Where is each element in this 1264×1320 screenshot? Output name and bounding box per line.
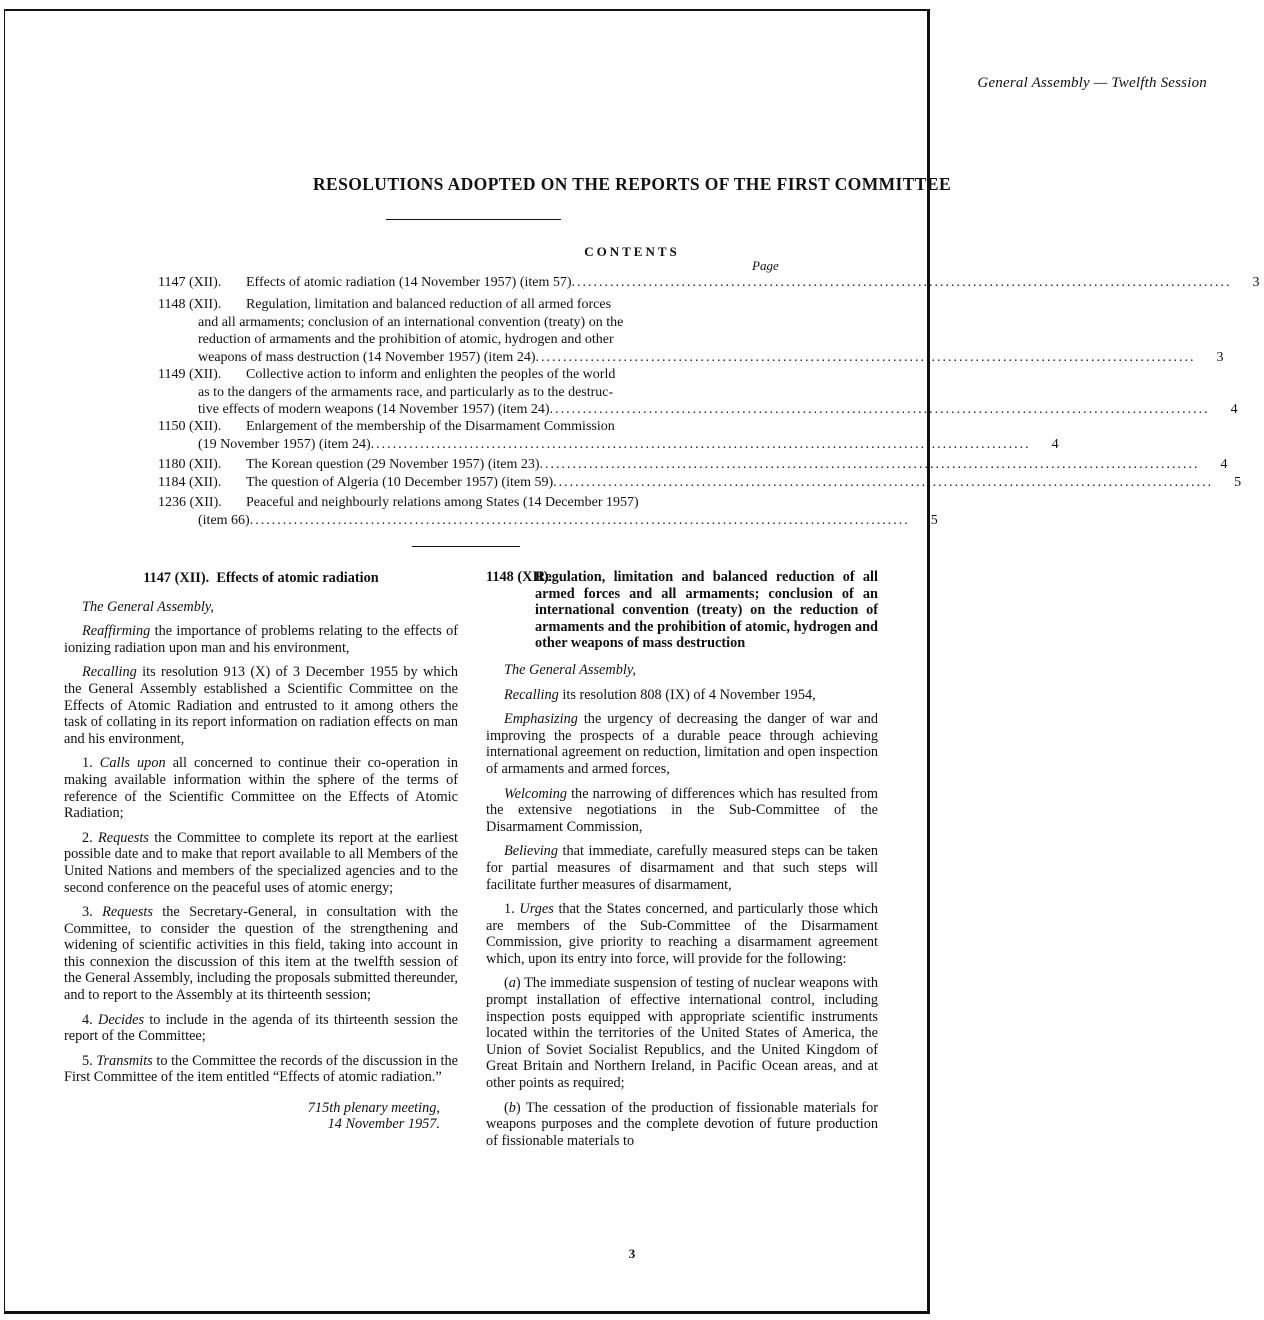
paragraph-text: all concerned to continue their co-operation in making available information within the sphere of the terms of reference of the Scientific Committee on the Effects of Atomic Radiation; (64, 755, 458, 822)
paragraph-text: the Committee to complete its report at the earliest possible date and to make that report available to all Members of the United Nations and members of the specialized agencies and to the second conference on the peaceful uses of atomic energy; (64, 829, 458, 896)
toc-line (158, 436, 1059, 454)
toc-entry-text: Regulation, limitation and balanced reduction of all armed forces (246, 297, 612, 312)
resolution-1148-title (486, 569, 878, 652)
toc-page-number: 4 (1230, 402, 1238, 417)
toc-entry-text: (item 66) (198, 512, 250, 528)
toc-entry-number: 1236 (XII). (158, 495, 222, 510)
resolution-number: 1147 (XII). (143, 570, 210, 586)
operative-keyword: Reaffirming (82, 623, 151, 640)
paragraph-text: the importance of problems relating to the effects of ionizing radiation upon man and his environment, (64, 623, 458, 656)
divider-rule (386, 219, 561, 220)
toc-page-number: 3 (1252, 275, 1260, 290)
toc-entry-text: Effects of atomic radiation (14 November 1957) (item 57) (246, 275, 572, 290)
toc-line (158, 274, 1260, 292)
toc-entry (158, 456, 1228, 474)
paragraph-text: to the Committee the records of the discussion in the First Committee of the item entitled “Effects of atomic radiation.” (64, 1052, 458, 1086)
paragraph-text: ) The immediate suspension of testing of nuclear weapons with prompt installation of effective international control, including inspection posts equipped with appropriate scientific instruments located within the territories of the United States of America, the Union of Soviet Socialist Republics, and the United Kingdom of Great Britain and Northern Ireland, in Pacific Ocean areas, and at other points as required; (486, 975, 878, 1092)
operative-keyword: Decides (98, 1011, 145, 1028)
toc-leader-dots: ........................................................................................................................ (535, 349, 1196, 365)
paragraph-number: 1. (82, 755, 100, 772)
toc-entry-number: 1184 (XII). (158, 475, 222, 490)
toc-line (158, 296, 790, 314)
divider-rule (412, 546, 520, 547)
paragraph-text: the Secretary-General, in consultation with the Committee, to consider the question of the strengthening and widening of scientific activities in this field, taking into account in this connexion the discussion of this item at the twelfth session of the General Assembly, including the proposals submitted thereunder, and to report to the Assembly at its thirteenth session; (64, 904, 459, 1004)
resolution-paragraph (486, 901, 878, 967)
paragraph-number: ( (504, 1099, 509, 1116)
resolution-1147-column (64, 570, 458, 1132)
operative-keyword: Recalling (82, 664, 137, 681)
operative-keyword: a (508, 975, 516, 992)
toc-line (158, 314, 790, 332)
operative-keyword: Transmits (96, 1052, 153, 1069)
toc-entry-text: as to the dangers of the armaments race, and particularly as to the destruc- (198, 384, 614, 400)
resolution-paragraph (64, 1053, 458, 1086)
paragraph-number: ( (504, 975, 509, 992)
resolution-paragraph (64, 830, 458, 896)
toc-line (158, 331, 790, 349)
toc-entry-text: and all armaments; conclusion of an international convention (treaty) on the (198, 314, 624, 330)
resolution-paragraph (64, 904, 458, 1004)
toc-page-number: 5 (1234, 475, 1242, 490)
operative-keyword: Requests (98, 829, 149, 846)
toc-line (158, 366, 790, 384)
toc-line (158, 474, 1242, 492)
paragraph-text: ) The cessation of the production of fissionable materials for weapons purposes and the complete devotion of future production of fissionable materials to (486, 1099, 878, 1149)
resolution-heading: Effects of atomic radiation (216, 570, 379, 586)
paragraph-text: its resolution 808 (IX) of 4 November 1954, (558, 686, 816, 703)
resolution-paragraph (486, 786, 878, 836)
paragraph-text: that immediate, carefully measured steps can be taken for partial measures of disarmament and that such steps will facilitate further measures of disarmament, (486, 843, 878, 893)
toc-entry-number: 1150 (XII). (158, 419, 222, 434)
toc-entry-text: reduction of armaments and the prohibition of atomic, hydrogen and other (198, 332, 614, 347)
toc-entry-text: The question of Algeria (10 December 1957) (item 59) (246, 475, 554, 490)
toc-entry (158, 366, 1238, 419)
toc-line (158, 456, 1228, 474)
resolution-paragraph (486, 843, 878, 893)
resolution-paragraph (64, 623, 458, 656)
paragraph-text: the urgency of decreasing the danger of war and improving the prospects of a durable peace through achieving international agreement on reduction, limitation and open inspection of armaments and armed forces, (486, 711, 878, 777)
resolution-paragraph (486, 711, 878, 777)
resolution-paragraph (64, 664, 458, 747)
resolution-heading: Regulation, limitation and balanced reduction of all armed forces and all armaments; conclusion of an international convention (treaty) on the reduction of armaments and the prohibition of atomic, hydrogen and other weapons of mass destruction (535, 569, 878, 652)
toc-entry (158, 494, 938, 529)
general-assembly-line: The General Assembly, (504, 661, 636, 678)
meeting-date: 14 November 1957. (327, 1116, 440, 1133)
toc-line (158, 349, 1224, 367)
toc-entry-text: (19 November 1957) (item 24) (198, 436, 371, 452)
toc-entry-text: The Korean question (29 November 1957) (item 23) (246, 457, 540, 472)
toc-line (158, 494, 790, 512)
paragraph-text: to include in the agenda of its thirteenth session the report of the Committee; (64, 1011, 458, 1045)
running-head: General Assembly — Twelfth Session (977, 75, 1207, 91)
page-number: 3 (628, 1246, 636, 1261)
operative-keyword: Requests (102, 904, 153, 921)
resolution-paragraph (486, 687, 878, 704)
toc-line (158, 512, 938, 530)
toc-leader-dots: ........................................................................................................................ (553, 475, 1214, 490)
paragraph-number: 2. (82, 829, 99, 846)
operative-keyword: Welcoming (504, 785, 568, 802)
resolution-1148-body (486, 687, 878, 1150)
operative-keyword: Urges (519, 901, 554, 918)
toc-leader-dots: ........................................................................................................................ (249, 512, 910, 528)
toc-line (158, 418, 790, 436)
toc-entry-number: 1147 (XII). (158, 275, 222, 290)
meeting-line: 715th plenary meeting, (307, 1100, 440, 1117)
paragraph-number: 1. (504, 901, 520, 918)
resolution-paragraph (64, 755, 458, 821)
toc-leader-dots: ........................................................................................................................ (370, 436, 1031, 452)
toc-entry (158, 474, 1242, 492)
toc-page-number: 5 (930, 512, 938, 528)
resolution-paragraph (64, 1012, 458, 1045)
paragraph-number: 3. (82, 904, 103, 921)
operative-keyword: b (508, 1099, 516, 1116)
resolution-paragraph (486, 975, 878, 1091)
toc-entry (158, 418, 1059, 453)
paragraph-text: that the States concerned, and particularly those which are members of the Sub-Committee of the Disarmament Commission, give priority to reaching a disarmament agreement which, upon its entry into force, will provide for the following: (486, 901, 878, 967)
operative-keyword: Calls upon (99, 755, 166, 772)
toc-page-number: 4 (1051, 436, 1059, 452)
toc-leader-dots: ........................................................................................................................ (571, 275, 1232, 290)
toc-entry (158, 274, 1260, 292)
toc-entry-text: weapons of mass destruction (14 November 1957) (item 24) (198, 349, 536, 365)
page-column-label: Page (752, 258, 779, 273)
paragraph-number: 5. (82, 1052, 97, 1069)
page-title: RESOLUTIONS ADOPTED ON THE REPORTS OF THE FIRST COMMITTEE (312, 174, 952, 194)
toc-line (158, 401, 1238, 419)
toc-entry-number: 1180 (XII). (158, 457, 222, 472)
toc-leader-dots: ........................................................................................................................ (539, 457, 1200, 472)
resolution-paragraph (486, 1100, 878, 1150)
toc-page-number: 3 (1216, 349, 1224, 365)
toc-page-number: 4 (1220, 457, 1228, 472)
general-assembly-line: The General Assembly, (82, 598, 214, 615)
paragraph-text: the narrowing of differences which has resulted from the extensive negotiations in the Sub-Committee of the Disarmament Commission, (486, 785, 878, 835)
paragraph-number: 4. (82, 1011, 98, 1028)
toc-leader-dots: ........................................................................................................................ (549, 402, 1210, 417)
resolution-1148-column (486, 569, 878, 1157)
paragraph-text: its resolution 913 (X) of 3 December 1955 by which the General Assembly established a Scientific Committee on the Effects of Atomic Radiation and entrusted to it among others the task of collating in its report information on radiation effects on man and his environment, (64, 664, 458, 747)
operative-keyword: Recalling (504, 686, 559, 703)
toc-entry-text: tive effects of modern weapons (14 November 1957) (item 24) (198, 402, 550, 417)
toc-entry-text: Peaceful and neighbourly relations among States (14 December 1957) (246, 495, 639, 510)
toc-entry (158, 296, 1224, 366)
resolution-1147-title (64, 570, 458, 587)
operative-keyword: Emphasizing (504, 711, 578, 728)
meeting-signature (64, 1100, 458, 1132)
toc-entry-number: 1149 (XII). (158, 367, 222, 382)
toc-entry-number: 1148 (XII). (158, 297, 222, 312)
operative-keyword: Believing (504, 843, 558, 860)
toc-line (158, 384, 790, 402)
toc-entry-text: Collective action to inform and enlighten the peoples of the world (246, 367, 616, 382)
contents-heading: CONTENTS (584, 244, 680, 259)
resolution-number: 1148 (XII). (486, 569, 552, 585)
toc-entry-text: Enlargement of the membership of the Disarmament Commission (246, 419, 615, 434)
resolution-1147-body (64, 623, 458, 1086)
